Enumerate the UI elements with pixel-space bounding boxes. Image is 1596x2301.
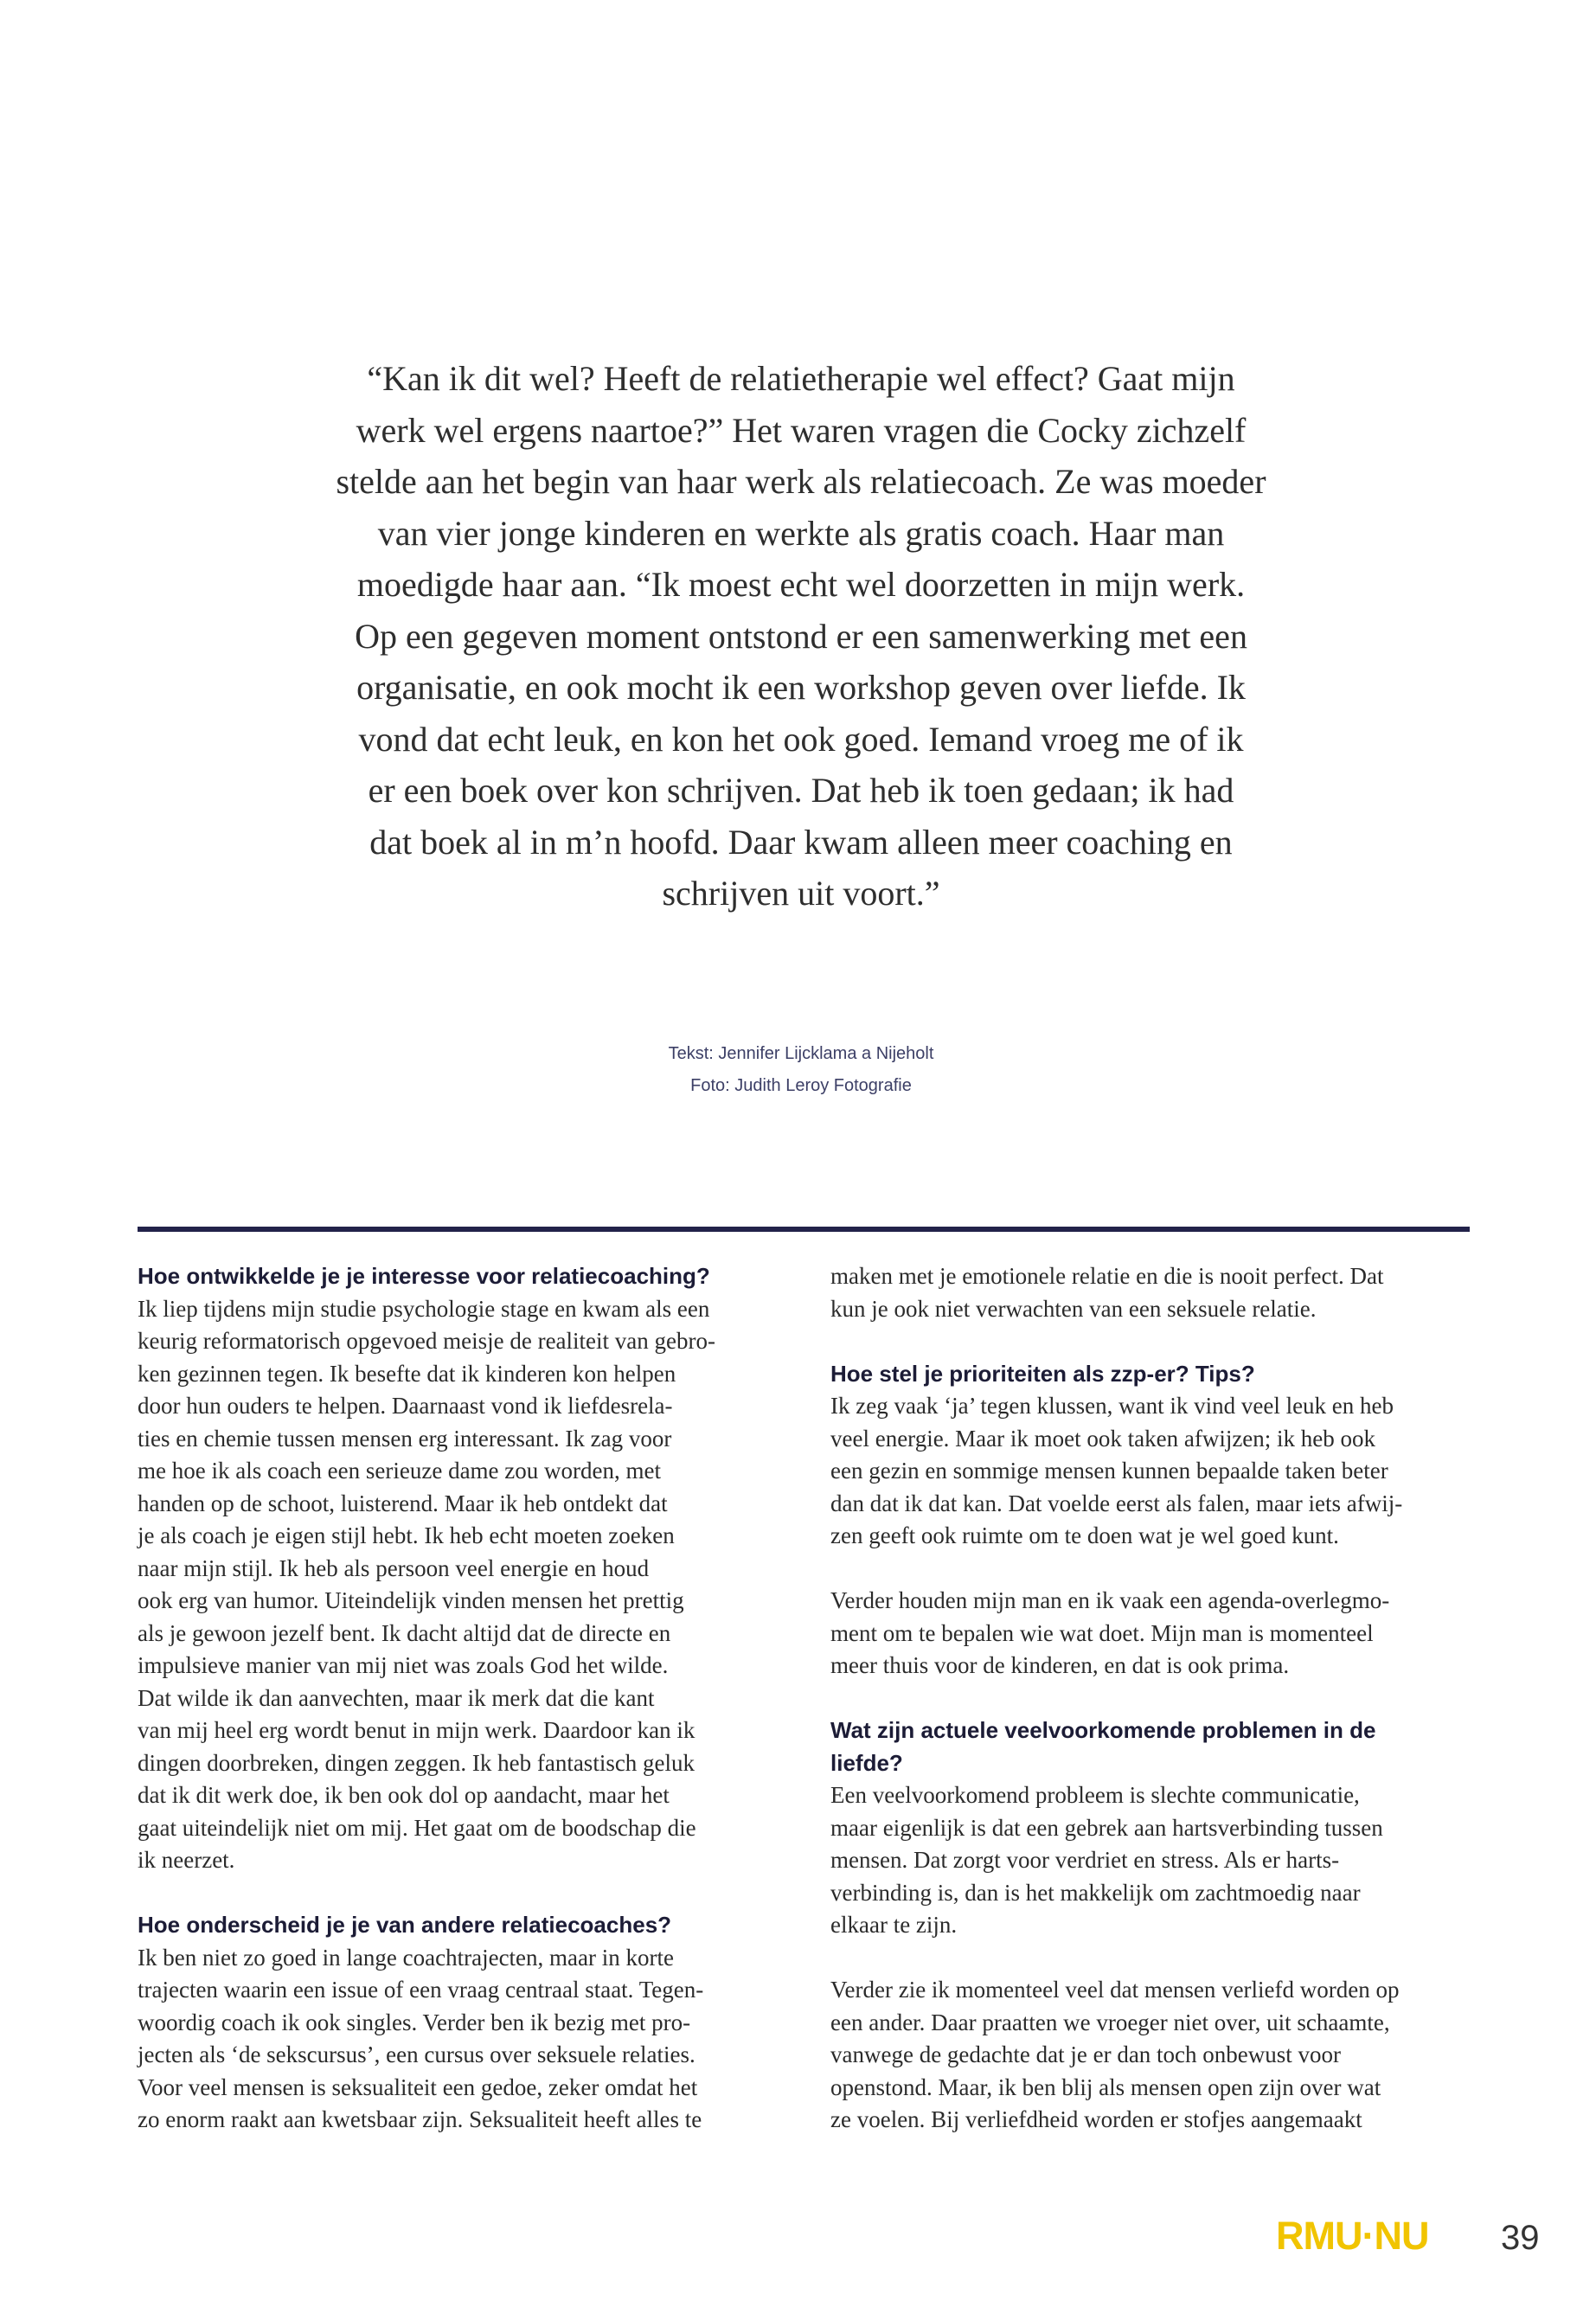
intro-line: werk wel ergens naartoe?” Het waren vragen die Cocky zichzelf — [356, 410, 1247, 450]
text-line: van mij heel erg wordt benut in mijn werk. Daardoor kan ik — [138, 1717, 695, 1743]
page-number: 39 — [1501, 2219, 1540, 2257]
intro-line: stelde aan het begin van haar werk als relatiecoach. Ze was moeder — [336, 462, 1266, 501]
text-line: Ik ben niet zo goed in lange coachtrajecten, maar in korte — [138, 1944, 674, 1971]
text-line: mensen. Dat zorgt voor verdriet en stress. Als er harts- — [830, 1847, 1340, 1873]
logo-text-rmu: RMU — [1276, 2214, 1362, 2258]
text-line: gaat uiteindelijk niet om mij. Het gaat om de boodschap die — [138, 1814, 696, 1841]
text-line: Voor veel mensen is seksualiteit een gedoe, zeker omdat het — [138, 2073, 698, 2100]
intro-quote — [303, 353, 1299, 920]
text-line: Verder houden mijn man en ik vaak een agenda-overlegmo- — [830, 1587, 1390, 1613]
text-line: naar mijn stijl. Ik heb als persoon veel energie en houd — [138, 1554, 650, 1581]
answer-paragraph — [138, 1293, 795, 1877]
text-line: impulsieve manier van mij niet was zoals God het wilde. — [138, 1652, 669, 1678]
text-line: als je gewoon jezelf bent. Ik dacht altijd dat de directe en — [138, 1619, 671, 1646]
credit-photo: Foto: Judith Leroy Fotografie — [690, 1076, 912, 1095]
text-line: meer thuis voor de kinderen, en dat is ook prima. — [830, 1652, 1290, 1678]
text-line: zo enorm raakt aan kwetsbaar zijn. Seksualiteit heeft alles te — [138, 2106, 702, 2132]
question-text: liefde? — [830, 1749, 903, 1776]
text-line: me hoe ik als coach een serieuze dame zou worden, met — [138, 1458, 661, 1484]
text-line: keurig reformatorisch opgevoed meisje de realiteit van gebro- — [138, 1328, 715, 1354]
text-line: veel energie. Maar ik moet ook taken afwijzen; ik heb ook — [830, 1425, 1376, 1452]
intro-line: van vier jonge kinderen en werkte als gratis coach. Haar man — [377, 513, 1225, 553]
text-line: je als coach je eigen stijl hebt. Ik heb echt moeten zoeken — [138, 1522, 675, 1548]
text-line: Een veelvoorkomend probleem is slechte communicatie, — [830, 1782, 1360, 1808]
intro-line: er een boek over kon schrijven. Dat heb ik toen gedaan; ik had — [368, 771, 1234, 810]
text-line: woordig coach ik ook singles. Verder ben ik bezig met pro- — [138, 2009, 691, 2035]
text-line: dingen doorbreken, dingen zeggen. Ik heb fantastisch geluk — [138, 1749, 695, 1776]
intro-line: organisatie, en ook mocht ik een workshop geven over liefde. Ik — [356, 668, 1246, 707]
text-line: een ander. Daar praatten we vroeger niet over, uit schaamte, — [830, 2009, 1390, 2035]
logo-text-nu: NU — [1374, 2214, 1429, 2258]
intro-line: “Kan ik dit wel? Heeft de relatietherapie wel effect? Gaat mijn — [367, 359, 1235, 398]
text-line: ze voelen. Bij verliefdheid worden er stofjes aangemaakt — [830, 2106, 1362, 2132]
paragraph-gap — [138, 1877, 795, 1910]
text-line: maar eigenlijk is dat een gebrek aan hartsverbinding tussen — [830, 1814, 1383, 1841]
section-divider — [138, 1227, 1470, 1232]
text-line: verbinding is, dan is het makkelijk om zachtmoedig naar — [830, 1879, 1361, 1906]
question-heading — [138, 1260, 795, 1293]
text-line: openstond. Maar, ik ben blij als mensen open zijn over wat — [830, 2073, 1381, 2100]
text-line: Verder zie ik momenteel veel dat mensen verliefd worden op — [830, 1977, 1400, 2003]
credits — [606, 1038, 997, 1102]
intro-line: schrijven uit voort.” — [662, 874, 940, 913]
text-line: ties en chemie tussen mensen erg interessant. Ik zag voor — [138, 1425, 672, 1452]
text-line: dan dat ik dat kan. Dat voelde eerst als falen, maar iets afwij- — [830, 1490, 1403, 1516]
logo-dot-icon: · — [1362, 2214, 1375, 2258]
text-line: handen op de schoot, luisterend. Maar ik heb ontdekt dat — [138, 1490, 668, 1516]
text-line: Ik zeg vaak ‘ja’ tegen klussen, want ik vind veel leuk en heb — [830, 1393, 1394, 1419]
text-line: Ik liep tijdens mijn studie psychologie stage en kwam als een — [138, 1295, 710, 1322]
credit-text: Tekst: Jennifer Lijcklama a Nijeholt — [668, 1044, 934, 1063]
question-text: Wat zijn actuele veelvoorkomende problemen in de — [830, 1717, 1376, 1743]
answer-paragraph — [830, 1974, 1488, 2137]
question-heading — [830, 1358, 1488, 1391]
text-line: door hun ouders te helpen. Daarnaast vond ik liefdesrela- — [138, 1393, 673, 1419]
paragraph-gap — [830, 1553, 1488, 1586]
text-line: elkaar te zijn. — [830, 1912, 958, 1938]
text-line: maken met je emotionele relatie en die is nooit perfect. Dat — [830, 1263, 1384, 1289]
intro-line: dat boek al in m’n hoofd. Daar kwam alleen meer coaching en — [369, 822, 1233, 862]
text-line: ken gezinnen tegen. Ik besefte dat ik kinderen kon helpen — [138, 1360, 676, 1387]
answer-paragraph — [830, 1779, 1488, 1942]
answer-paragraph — [830, 1390, 1488, 1553]
question-heading — [830, 1715, 1488, 1779]
text-line: kun je ook niet verwachten van een seksuele relatie. — [830, 1295, 1317, 1322]
text-line: jecten als ‘de sekscursus’, een cursus over seksuele relaties. — [138, 2041, 695, 2067]
text-line: ment om te bepalen wie wat doet. Mijn man is momenteel — [830, 1619, 1374, 1646]
text-line: ook erg van humor. Uiteindelijk vinden mensen het prettig — [138, 1587, 684, 1613]
paragraph-gap — [830, 1325, 1488, 1358]
question-heading — [138, 1909, 795, 1942]
text-line: een gezin en sommige mensen kunnen bepaalde taken beter — [830, 1458, 1388, 1484]
answer-paragraph — [138, 1942, 795, 2137]
text-line: ik neerzet. — [138, 1847, 235, 1873]
question-text: Hoe onderscheid je je van andere relatiecoaches? — [138, 1912, 672, 1938]
paragraph-gap — [830, 1942, 1488, 1975]
text-line: dat ik dit werk doe, ik ben ook dol op aandacht, maar het — [138, 1782, 670, 1808]
question-text: Hoe ontwikkelde je je interesse voor relatiecoaching? — [138, 1263, 710, 1289]
text-line: zen geeft ook ruimte om te doen wat je wel goed kunt. — [830, 1522, 1339, 1548]
question-text: Hoe stel je prioriteiten als zzp-er? Tips? — [830, 1360, 1255, 1387]
answer-paragraph — [830, 1260, 1488, 1325]
intro-line: vond dat echt leuk, en kon het ook goed. Iemand vroeg me of ik — [358, 719, 1244, 759]
intro-line: moedigde haar aan. “Ik moest echt wel doorzetten in mijn werk. — [356, 565, 1246, 604]
text-line: vanwege de gedachte dat je er dan toch onbewust voor — [830, 2041, 1342, 2067]
right-column — [830, 1260, 1488, 2137]
text-line: trajecten waarin een issue of een vraag centraal staat. Tegen- — [138, 1977, 704, 2003]
text-line: Dat wilde ik dan aanvechten, maar ik merk dat die kant — [138, 1684, 655, 1711]
left-column — [138, 1260, 795, 2137]
rmu-nu-logo — [1276, 2214, 1428, 2258]
paragraph-gap — [830, 1682, 1488, 1715]
answer-paragraph — [830, 1585, 1488, 1682]
intro-line: Op een gegeven moment ontstond er een samenwerking met een — [355, 616, 1247, 656]
